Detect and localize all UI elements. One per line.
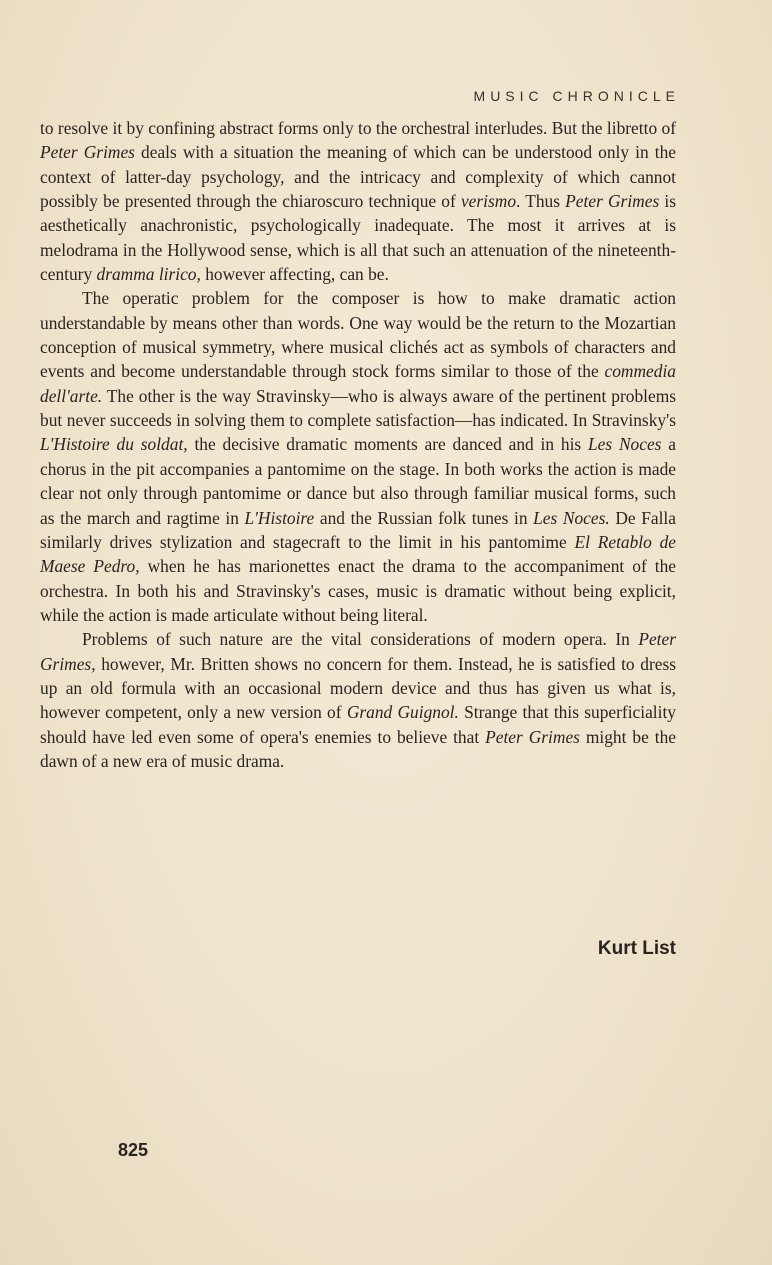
- italic-title: Peter Grimes: [565, 191, 660, 212]
- text-run: the decisive dramatic moments are danced and in his: [187, 434, 588, 455]
- running-header: MUSIC CHRONICLE: [473, 88, 680, 104]
- italic-term: dramma lirico,: [96, 264, 201, 285]
- article-body: [40, 116, 676, 773]
- text-run: is aesthetically anachronistic, psychologically inadequate. The most it arrives at is melodrama in the Hollywood sense, which is all that such an attenuation of the nineteenth-century: [40, 191, 676, 285]
- italic-title: Grand Guignol.: [346, 702, 459, 723]
- italic-title: Peter Grimes,: [40, 629, 676, 674]
- text-run: when he has marionettes enact the drama to the accompaniment of the orchestra. In both his and Stravinsky's cases, music is dramatic without being explicit, while the action is made articulate without being literal.: [40, 556, 676, 625]
- italic-title: L'Histoire: [244, 507, 315, 528]
- italic-title: Peter Grimes: [485, 726, 580, 747]
- text-run: Problems of such nature are the vital considerations of modern opera. In: [82, 629, 639, 650]
- italic-term: verismo: [460, 191, 517, 212]
- italic-title: Peter Grimes: [40, 142, 135, 163]
- text-run: deals with a situation the meaning of which can be understood only in the context of latter-day psychology, and the intricacy and complexity of which cannot possibly be presented through the chiaroscuro technique of: [40, 142, 676, 212]
- text-run: a chorus in the pit accompanies a pantomime on the stage. In both works the action is made clear not only through pantomime or dance but also through familiar musical forms, such as the march and ragtime in: [40, 434, 676, 528]
- paragraph-2: [40, 286, 676, 627]
- italic-term: commedia dell'arte.: [40, 361, 676, 406]
- text-run: . Thus: [516, 191, 566, 212]
- page-number: 825: [118, 1140, 149, 1160]
- text-run: to resolve it by confining abstract forms only to the orchestral interludes. But the libretto of: [40, 118, 676, 138]
- italic-title: L'Histoire du soldat,: [40, 434, 188, 455]
- text-run: The operatic problem for the composer is how to make dramatic action understandable by means other than words. One way would be the return to the Mozartian conception of musical symmetry, where musical clichés act as symbols of characters and events and become understandable through stock forms similar to those of the: [40, 288, 676, 382]
- text-run: however affecting, can be.: [200, 264, 389, 285]
- text-run: and the Russian folk tunes in: [314, 507, 534, 528]
- paragraph-3: [40, 627, 676, 773]
- text-run: The other is the way Stravinsky—who is always aware of the pertinent problems but never succeeds in solving them to complete satisfaction—has indicated. In Stravinsky's: [40, 385, 676, 431]
- text-run: Strange that this superficiality should have led even some of opera's enemies to believe that: [40, 702, 676, 747]
- paragraph-1: [40, 116, 676, 286]
- author-signature: Kurt List: [597, 938, 676, 959]
- text-run: however, Mr. Britten shows no concern for them. Instead, he is satisfied to dress up an old formula with an occasional modern device and thus has given us what is, however competent, only a new version of: [40, 653, 676, 723]
- text-run: De Falla similarly drives stylization and stagecraft to the limit in his pantomime: [40, 507, 676, 552]
- text-run: might be the dawn of a new era of music drama.: [40, 726, 676, 771]
- italic-title: Les Noces: [587, 434, 662, 455]
- italic-title: El Retablo de Maese Pedro,: [40, 531, 677, 577]
- italic-title: Les Noces.: [533, 507, 610, 528]
